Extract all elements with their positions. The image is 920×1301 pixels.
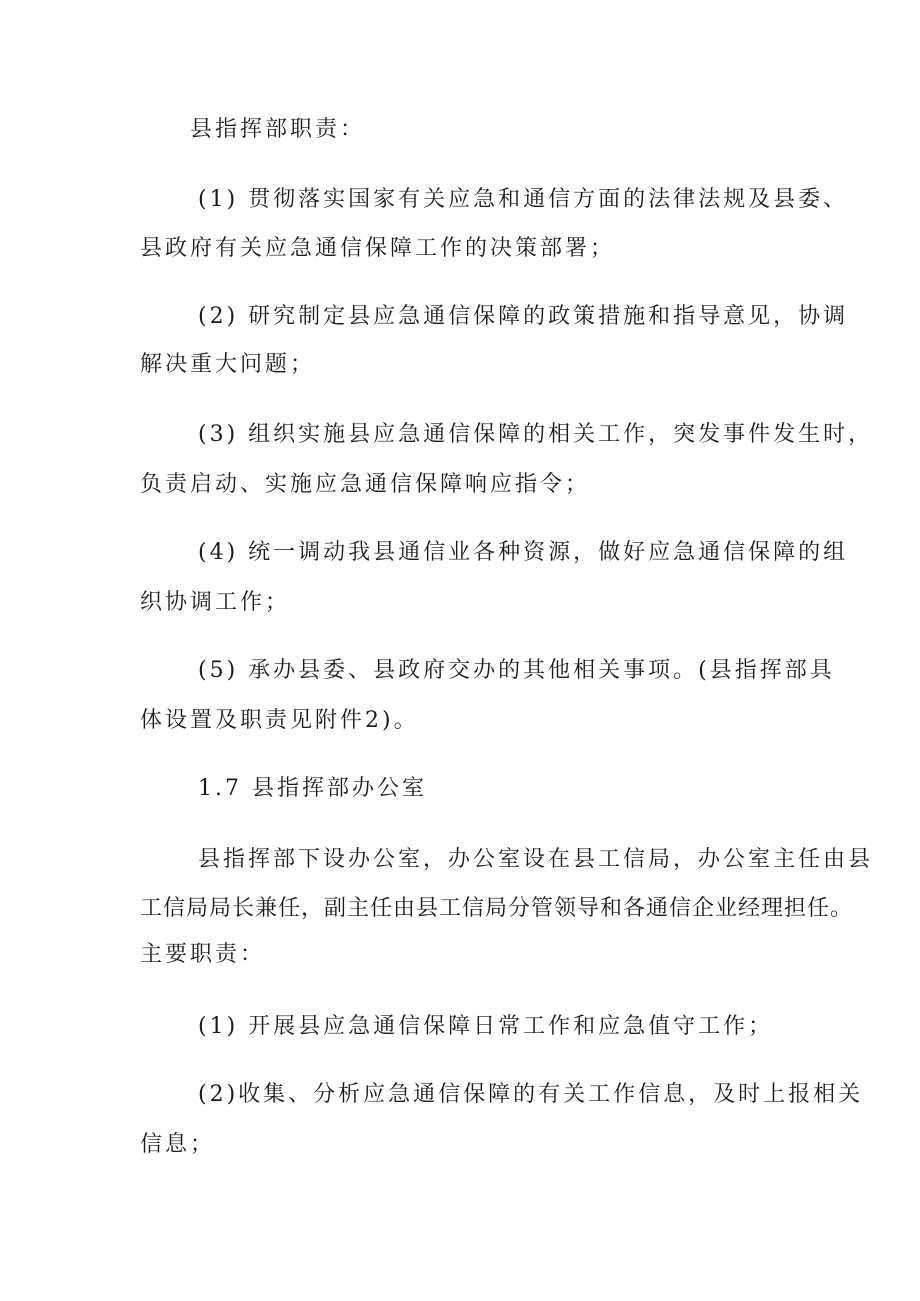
duty-item-1-line-2: 县政府有关应急通信保障工作的决策部署； <box>140 236 616 261</box>
duty-item-2-line-2: 解决重大问题； <box>140 352 316 377</box>
duty-item-5-line-1: (5) 承办县委、县政府交办的其他相关事项。(县指挥部具 <box>198 658 835 683</box>
office-item-2-line-1: (2)收集、分析应急通信保障的有关工作信息，及时上报相关 <box>198 1082 864 1107</box>
duty-item-1-line-1: (1) 贯彻落实国家有关应急和通信方面的法律法规及县委、 <box>198 187 849 212</box>
office-item-1: (1) 开展县应急通信保障日常工作和应急值守工作； <box>198 1014 774 1039</box>
duty-item-3-line-2: 负责启动、实施应急通信保障响应指令； <box>140 472 591 497</box>
office-paragraph-line-3: 主要职责： <box>140 942 266 967</box>
duty-item-4-line-2: 织协调工作； <box>140 590 291 615</box>
duties-heading: 县指挥部职责： <box>190 117 366 142</box>
section-heading: 1.7 县指挥部办公室 <box>198 776 427 801</box>
duty-item-3-line-1: (3) 组织实施县应急通信保障的相关工作，突发事件发生时， <box>198 422 874 447</box>
duty-item-5-line-2: 体设置及职责见附件2)。 <box>140 708 419 733</box>
office-paragraph-line-2: 工信局局长兼任，副主任由县工信局分管领导和各通信企业经理担任。 <box>140 896 854 921</box>
duty-item-2-line-1: (2) 研究制定县应急通信保障的政策措施和指导意见，协调 <box>198 304 849 329</box>
duty-item-4-line-1: (4) 统一调动我县通信业各种资源，做好应急通信保障的组 <box>198 540 849 565</box>
office-paragraph-line-1: 县指挥部下设办公室，办公室设在县工信局，办公室主任由县 <box>198 847 874 872</box>
office-item-2-line-2: 信息； <box>140 1132 216 1157</box>
